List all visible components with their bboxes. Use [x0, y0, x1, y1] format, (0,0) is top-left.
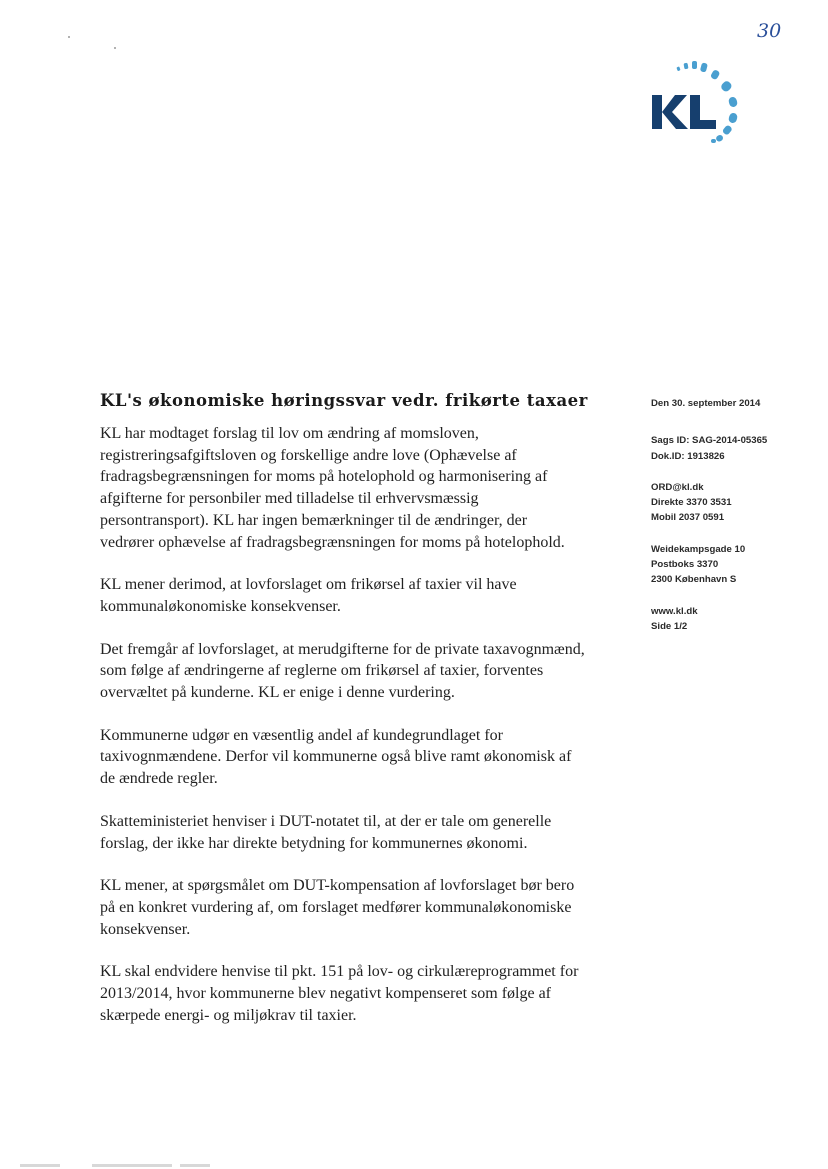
paragraph: Kommunerne udgør en væsentlig andel af kundegrundlaget for taxivognmændene. Derfor vil kommunerne også blive ramt økonomisk af de ændrede regler.	[100, 726, 572, 788]
direct-phone: Direkte 3370 3531	[651, 497, 732, 509]
address-city: 2300 København S	[651, 574, 737, 586]
paragraph: KL mener, at spørgsmålet om DUT-kompensation af lovforslaget bør bero på en konkret vurdering af, om forslaget medfører kommunaløkonomiske konsekvenser.	[100, 877, 575, 938]
scan-edge	[0, 1160, 828, 1169]
address-box: Postboks 3370	[651, 559, 719, 571]
mobile-phone: Mobil 2037 0591	[651, 512, 725, 524]
paragraph: KL mener derimod, at lovforslaget om frikørsel af taxier vil have kommunaløkonomiske konsekvenser.	[100, 576, 517, 615]
scan-speck	[68, 36, 70, 38]
letter-body	[100, 423, 620, 1047]
letter-title: KL's økonomiske høringssvar vedr. frikørte taxaer	[100, 391, 588, 410]
paragraph: Skatteministeriet henviser i DUT-notatet til, at der er tale om generelle forslag, der ikke har direkte betydning for kommunernes økonomi.	[100, 812, 552, 852]
kl-logo-icon	[646, 58, 746, 150]
handwritten-page-number: 30	[757, 20, 782, 42]
kl-logo	[646, 58, 746, 150]
address-street: Weidekampsgade 10	[651, 543, 746, 555]
paragraph: KL skal endvidere henvise til pkt. 151 på lov- og cirkulæreprogrammet for 2013/2014, hvor kommunerne blev negativt kompenseret som følge af skærpede energi- og miljøkrav til taxier.	[100, 963, 579, 1024]
email-link[interactable]: ORD@kl.dk	[651, 481, 704, 493]
page-indicator: Side 1/2	[651, 620, 688, 632]
letter-date: Den 30. september 2014	[651, 398, 761, 409]
scan-speck	[114, 47, 116, 49]
letter-sidebar	[651, 396, 821, 650]
dok-id: Dok.ID: 1913826	[651, 450, 725, 462]
paragraph: Det fremgår af lovforslaget, at merudgifterne for de private taxavognmænd, som følge af ændringerne af reglerne om frikørsel af taxier, forventes overvæltet på kunderne. KL er enige i denne vurdering.	[100, 640, 585, 702]
sags-id: Sags ID: SAG-2014-05365	[651, 435, 768, 447]
website-link[interactable]: www.kl.dk	[651, 605, 698, 617]
paragraph: KL har modtaget forslag til lov om ændring af momsloven, registreringsafgiftsloven og forskellige andre love (Ophævelse af fradragsbegrænsningen for moms på hotelophold og harmonisering af afgifterne for personbiler med tilladelse til erhvervsmæssig persontransport). KL har ingen bemærkninger til de ændringer, der vedrører ophævelse af fradragsbegrænsningen for moms på hotelophold.	[100, 425, 565, 551]
